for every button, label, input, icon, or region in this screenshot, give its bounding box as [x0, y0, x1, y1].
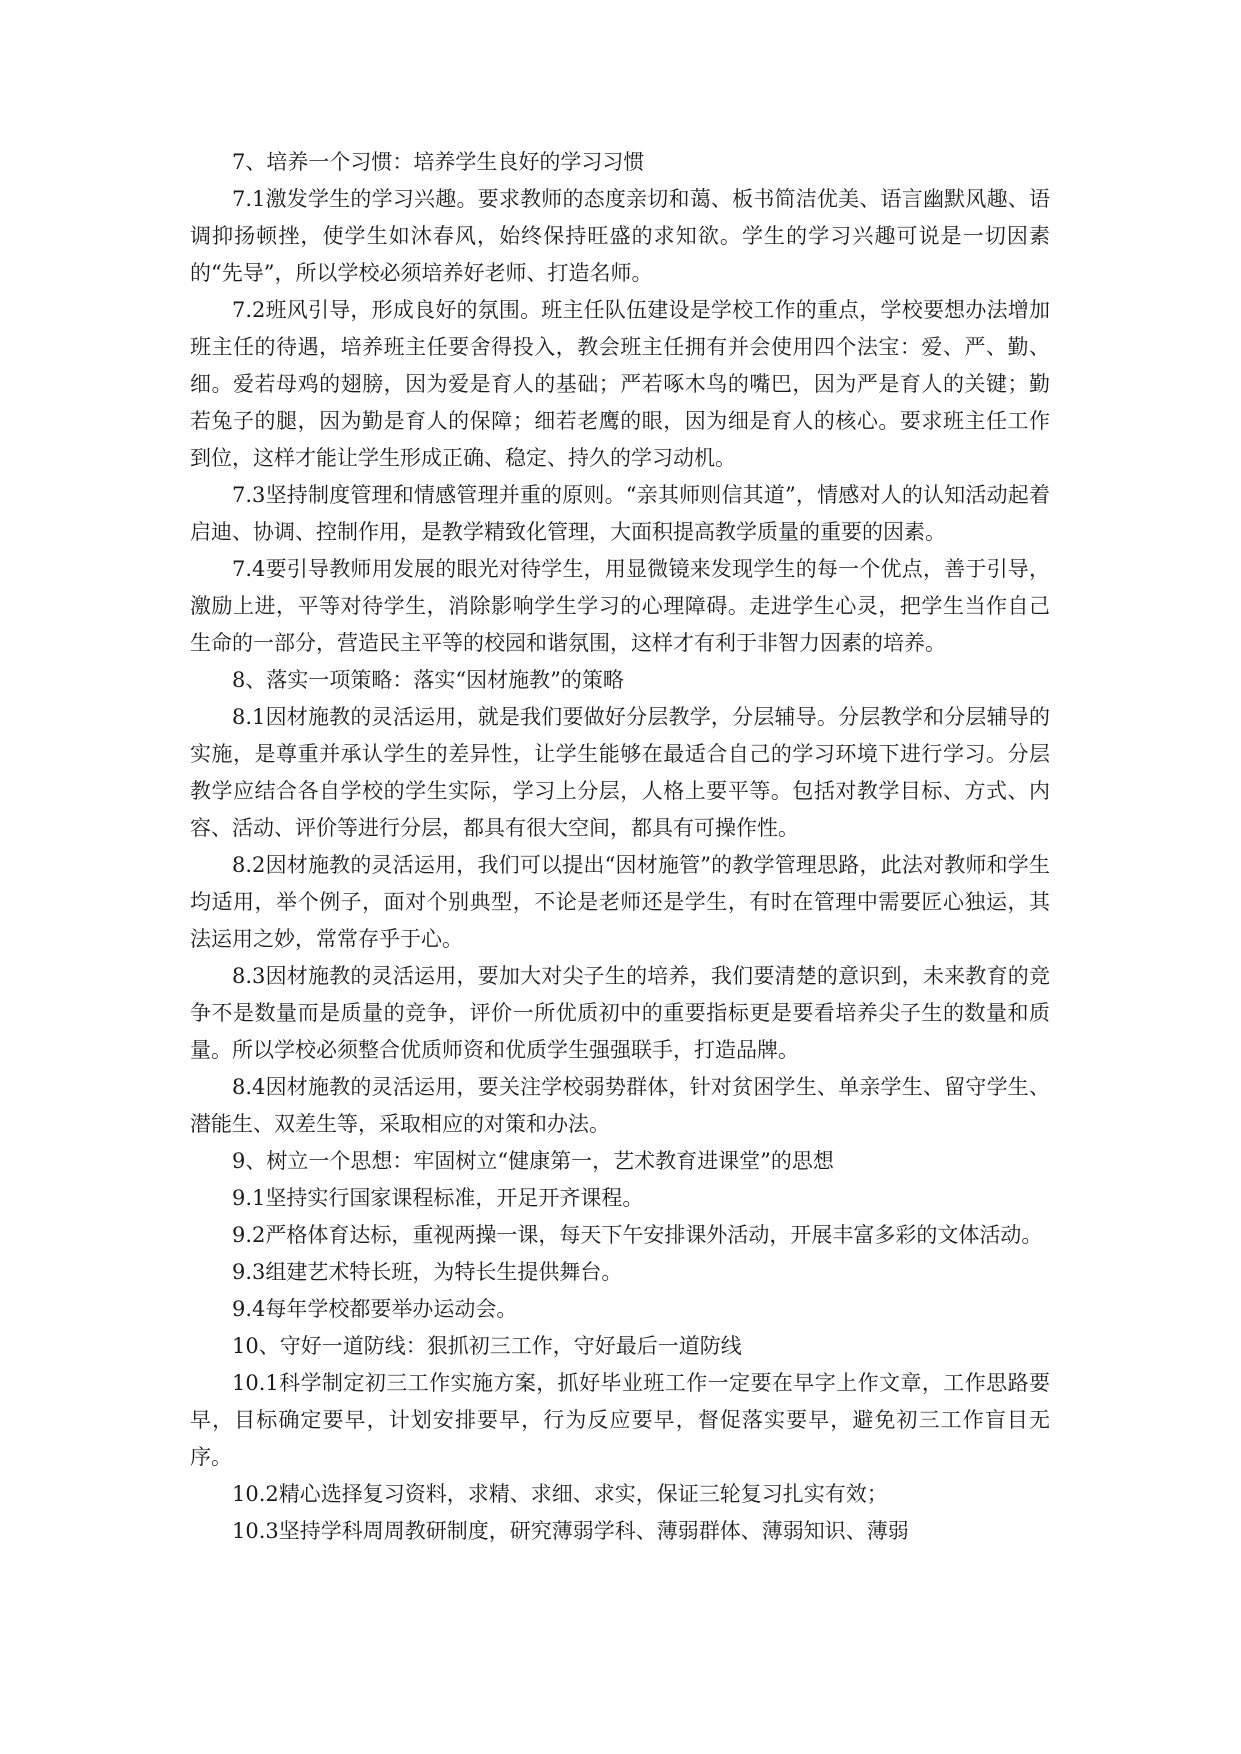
paragraph-9-2: 9.2严格体育达标，重视两操一课，每天下午安排课外活动，开展丰富多彩的文体活动。	[232, 1223, 1043, 1247]
heading-8: 8、落实一项策略：落实“因材施教”的策略	[232, 668, 624, 692]
paragraph-10-2: 10.2精心选择复习资料，求精、求细、求实，保证三轮复习扎实有效；	[232, 1482, 888, 1506]
paragraph-9-3: 9.3组建艺术特长班，为特长生提供舞台。	[232, 1260, 623, 1284]
paragraph-9-1: 9.1坚持实行国家课程标准，开足开齐课程。	[232, 1186, 644, 1210]
paragraph-8-4: 8.4因材施教的灵活运用，要关注学校弱势群体，针对贫困学生、单亲学生、留守学生、潜能生、双差生等，采取相应的对策和办法。	[190, 1075, 1050, 1136]
paragraph-8-3: 8.3因材施教的灵活运用，要加大对尖子生的培养，我们要清楚的意识到，未来教育的竞争不是数量而是质量的竞争，评价一所优质初中的重要指标更是要看培养尖子生的数量和质量。所以学校必须整合优质师资和优质学生强强联手，打造品牌。	[190, 964, 1050, 1062]
paragraph-8-2: 8.2因材施教的灵活运用，我们可以提出“因材施管”的教学管理思路，此法对教师和学生均适用，举个例子，面对个别典型，不论是老师还是学生，有时在管理中需要匠心独运，其法运用之妙，常常存乎于心。	[190, 853, 1050, 951]
paragraph-7-1: 7.1激发学生的学习兴趣。要求教师的态度亲切和蔼、板书简洁优美、语言幽默风趣、语调抑扬顿挫，使学生如沐春风，始终保持旺盛的求知欲。学生的学习兴趣可说是一切因素的“先导”，所以学校必须培养好老师、打造名师。	[190, 187, 1050, 285]
paragraph-7-4: 7.4要引导教师用发展的眼光对待学生，用显微镜来发现学生的每一个优点，善于引导，激励上进，平等对待学生，消除影响学生学习的心理障碍。走进学生心灵，把学生当作自己生命的一部分，营造民主平等的校园和谐氛围，这样才有利于非智力因素的培养。	[190, 557, 1050, 655]
paragraph-10-3: 10.3坚持学科周周教研制度，研究薄弱学科、薄弱群体、薄弱知识、薄弱	[232, 1519, 909, 1543]
paragraph-10-1: 10.1科学制定初三工作实施方案，抓好毕业班工作一定要在早字上作文章，工作思路要早，目标确定要早，计划安排要早，行为反应要早，督促落实要早，避免初三工作盲目无序。	[190, 1371, 1050, 1469]
heading-10: 10、守好一道防线：狠抓初三工作，守好最后一道防线	[232, 1334, 742, 1358]
paragraph-8-1: 8.1因材施教的灵活运用，就是我们要做好分层教学，分层辅导。分层教学和分层辅导的实施，是尊重并承认学生的差异性，让学生能够在最适合自己的学习环境下进行学习。分层教学应结合各自学校的学生实际，学习上分层，人格上要平等。包括对教学目标、方式、内容、活动、评价等进行分层，都具有很大空间，都具有可操作性。	[190, 705, 1050, 840]
paragraph-7-3: 7.3坚持制度管理和情感管理并重的原则。“亲其师则信其道”，情感对人的认知活动起着启迪、协调、控制作用，是教学精致化管理，大面积提高教学质量的重要的因素。	[190, 483, 1050, 544]
document-body	[190, 144, 1050, 1550]
paragraph-9-4: 9.4每年学校都要举办运动会。	[232, 1297, 518, 1321]
paragraph-7-2: 7.2班风引导，形成良好的氛围。班主任队伍建设是学校工作的重点，学校要想办法增加班主任的待遇，培养班主任要舍得投入，教会班主任拥有并会使用四个法宝：爱、严、勤、细。爱若母鸡的翅膀，因为爱是育人的基础；严若啄木鸟的嘴巴，因为严是育人的关键；勤若兔子的腿，因为勤是育人的保障；细若老鹰的眼，因为细是育人的核心。要求班主任工作到位，这样才能让学生形成正确、稳定、持久的学习动机。	[190, 298, 1050, 470]
heading-9: 9、树立一个思想：牢固树立“健康第一，艺术教育进课堂”的思想	[232, 1149, 834, 1173]
heading-7: 7、培养一个习惯：培养学生良好的学习习惯	[232, 150, 645, 174]
